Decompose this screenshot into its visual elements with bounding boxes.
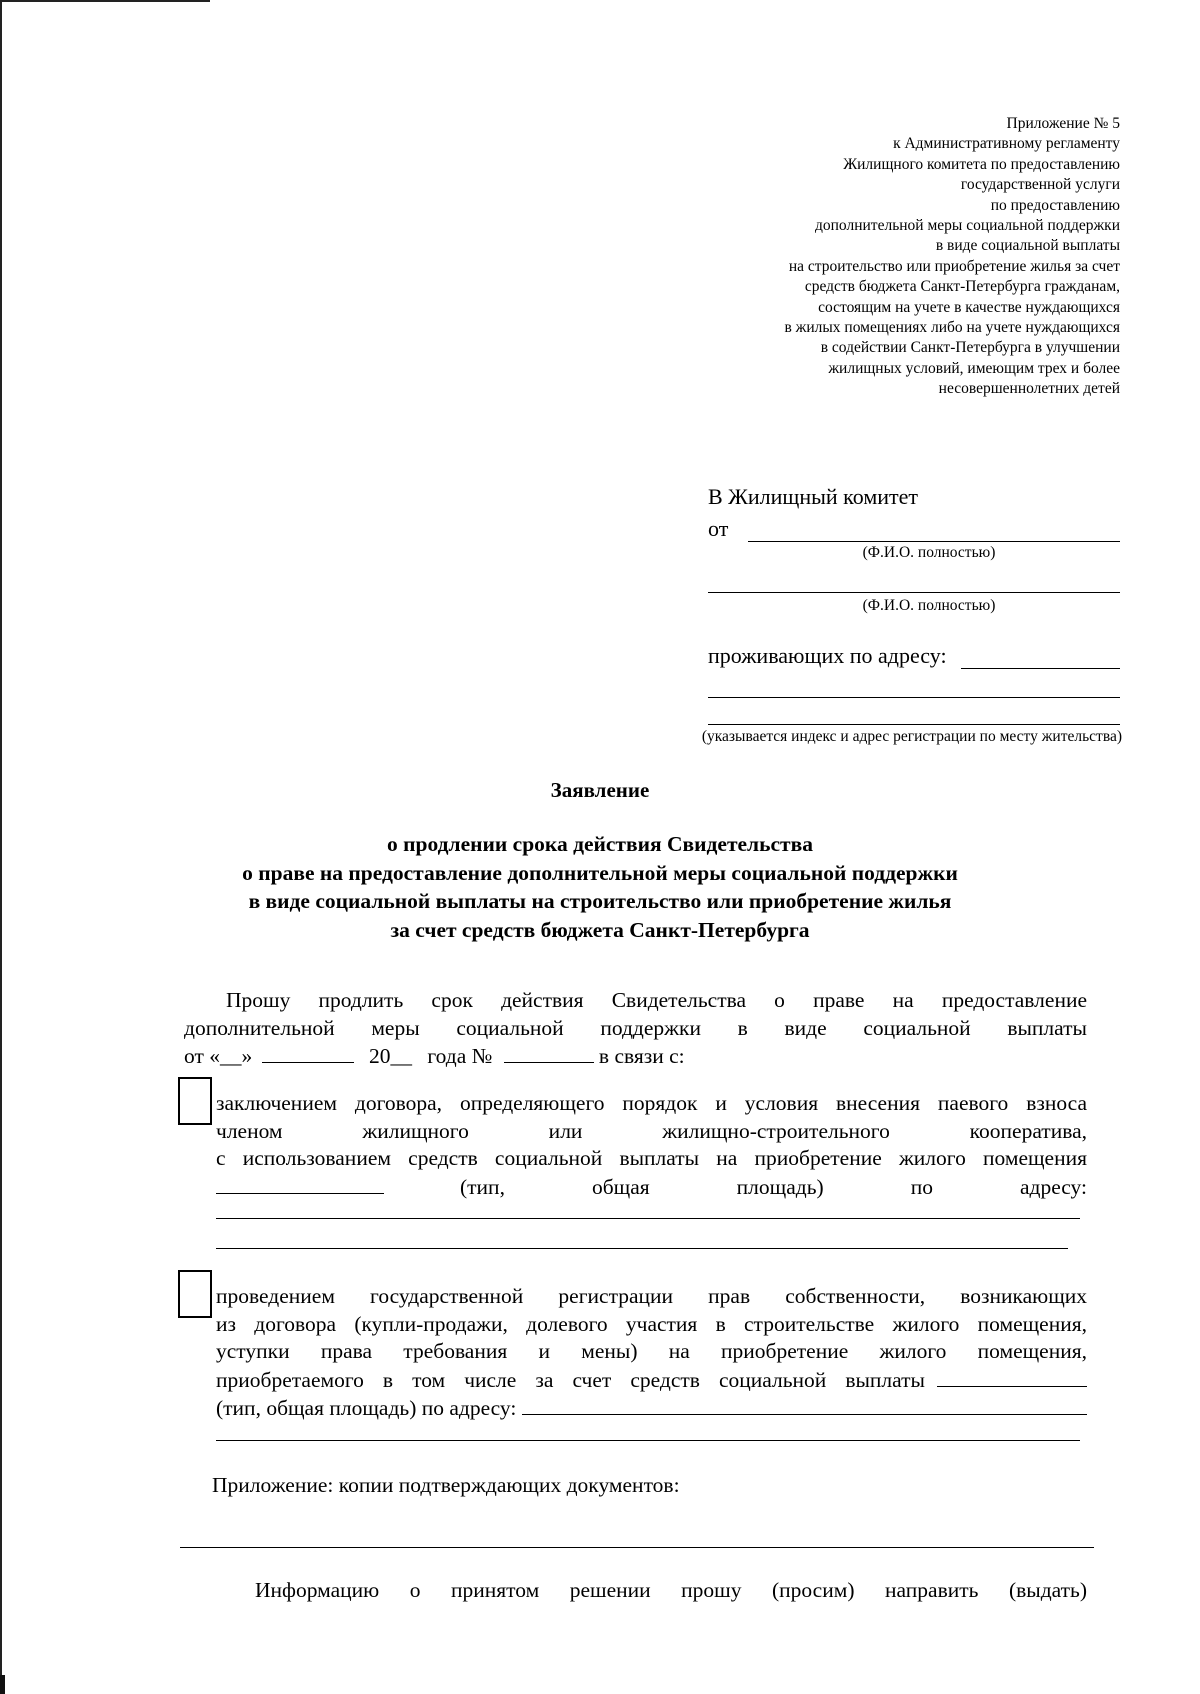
header-line: состоящим на учете в качестве нуждающихся [818, 298, 1120, 316]
info-line: Информацию о принятом решении прошу (просим) направить (выдать) [255, 1578, 1087, 1602]
address-label: проживающих по адресу: [708, 643, 947, 668]
option-2-line: проведением государственной регистрации прав собственности, возникающих [216, 1284, 1087, 1308]
document-title: Заявление [550, 778, 650, 802]
subtitle-line: о продлении срока действия Свидетельства [387, 832, 813, 856]
option-1-address-field-2[interactable] [216, 1248, 1068, 1249]
header-line: в содействии Санкт-Петербурга в улучшении [820, 339, 1120, 357]
subtitle-line: за счет средств бюджета Санкт-Петербурга [390, 917, 810, 942]
option-1-line: с использованием средств социальной выплаты на приобретение жилого помещения [216, 1146, 1087, 1170]
option-1-line: (тип, общая площадь) по адресу: [460, 1174, 1087, 1199]
header-line: несовершеннолетних детей [938, 380, 1120, 398]
option-1-line: членом жилищного или жилищно-строительного кооператива, [216, 1118, 1087, 1143]
header-line: жилищных условий, имеющим трех и более [828, 359, 1120, 377]
header-line: в жилых помещениях либо на учете нуждающихся [784, 319, 1120, 337]
number-label: года № [427, 1044, 493, 1068]
header-line: государственной услуги [960, 176, 1120, 194]
option-2-address-field-2[interactable] [216, 1440, 1080, 1441]
subtitle-line: в виде социальной выплаты на строительство или приобретение жилья [248, 889, 952, 913]
from-label: от [708, 516, 729, 541]
option-2-checkbox[interactable] [178, 1270, 212, 1318]
request-paragraph [184, 987, 1087, 1071]
header-line: Приложение № 5 [1006, 115, 1120, 132]
header-line: на строительство или приобретение жилья за счет [788, 257, 1120, 275]
option-2-line-4 [216, 1366, 1087, 1395]
option-2-line-5 [216, 1394, 1087, 1423]
option-2-address-field-1[interactable] [522, 1394, 1087, 1415]
document-subtitle [0, 830, 1200, 944]
appendix-header [560, 114, 1120, 400]
reason-label: в связи с: [598, 1044, 685, 1068]
option-1-address-field-1[interactable] [216, 1218, 1080, 1219]
address-field-3[interactable] [708, 702, 1120, 725]
certificate-number-field[interactable] [504, 1042, 594, 1063]
scan-mark [0, 1675, 5, 1694]
scan-border-top [0, 0, 210, 2]
request-line-3 [184, 1042, 1087, 1071]
option-1-text [216, 1090, 1087, 1201]
option-2-line: приобретаемого в том числе за счет средств социальной выплаты [216, 1367, 925, 1392]
request-line: дополнительной меры социальной поддержки в виде социальной выплаты [184, 1015, 1087, 1040]
address-field-2[interactable] [708, 675, 1120, 698]
header-line: в виде социальной выплаты [935, 237, 1120, 255]
option-2-line: из договора (купли-продажи, долевого участия в строительстве жилого помещения, [216, 1311, 1087, 1336]
fio-caption-2: (Ф.И.О. полностью) [862, 597, 996, 614]
request-line: Прошу продлить срок действия Свидетельства о праве на предоставление [226, 988, 1087, 1012]
header-line: по предоставлению [990, 196, 1120, 214]
addressee-to: В Жилищный комитет [708, 484, 919, 509]
header-line: к Административному регламенту [893, 135, 1120, 153]
date-month-field[interactable] [262, 1042, 354, 1063]
attachment-label: Приложение: копии подтверждающих документов: [212, 1473, 680, 1497]
option-2-housing-type-field[interactable] [937, 1366, 1087, 1387]
header-line: дополнительной меры социальной поддержки [815, 217, 1120, 235]
addressee-block [708, 484, 1120, 725]
option-2-text [216, 1283, 1087, 1423]
attachment-field[interactable] [180, 1547, 1094, 1548]
address-caption: (указывается индекс и адрес регистрации по месту жительства) [701, 728, 1122, 745]
date-year-label: 20__ [369, 1044, 412, 1068]
address-field-1[interactable] [961, 644, 1120, 669]
option-1-line-4 [216, 1173, 1087, 1202]
option-1-line: заключением договора, определяющего порядок и условия внесения паевого взноса [216, 1091, 1087, 1115]
header-line: Жилищного комитета по предоставлению [843, 155, 1120, 173]
fio-caption-1: (Ф.И.О. полностью) [862, 544, 996, 561]
subtitle-line: о праве на предоставление дополнительной меры социальной поддержки [242, 860, 958, 885]
date-from-label: от «__» [184, 1044, 253, 1068]
option-2-line: уступки права требования и мены) на приобретение жилого помещения, [216, 1339, 1087, 1363]
applicant-name-field-2[interactable] [708, 570, 1120, 593]
applicant-name-field-1[interactable] [748, 517, 1120, 542]
option-2-line: (тип, общая площадь) по адресу: [216, 1396, 517, 1420]
option-1-housing-type-field[interactable] [216, 1173, 384, 1194]
header-line: средств бюджета Санкт-Петербурга гражданам, [804, 278, 1120, 296]
option-1-checkbox[interactable] [178, 1077, 212, 1125]
